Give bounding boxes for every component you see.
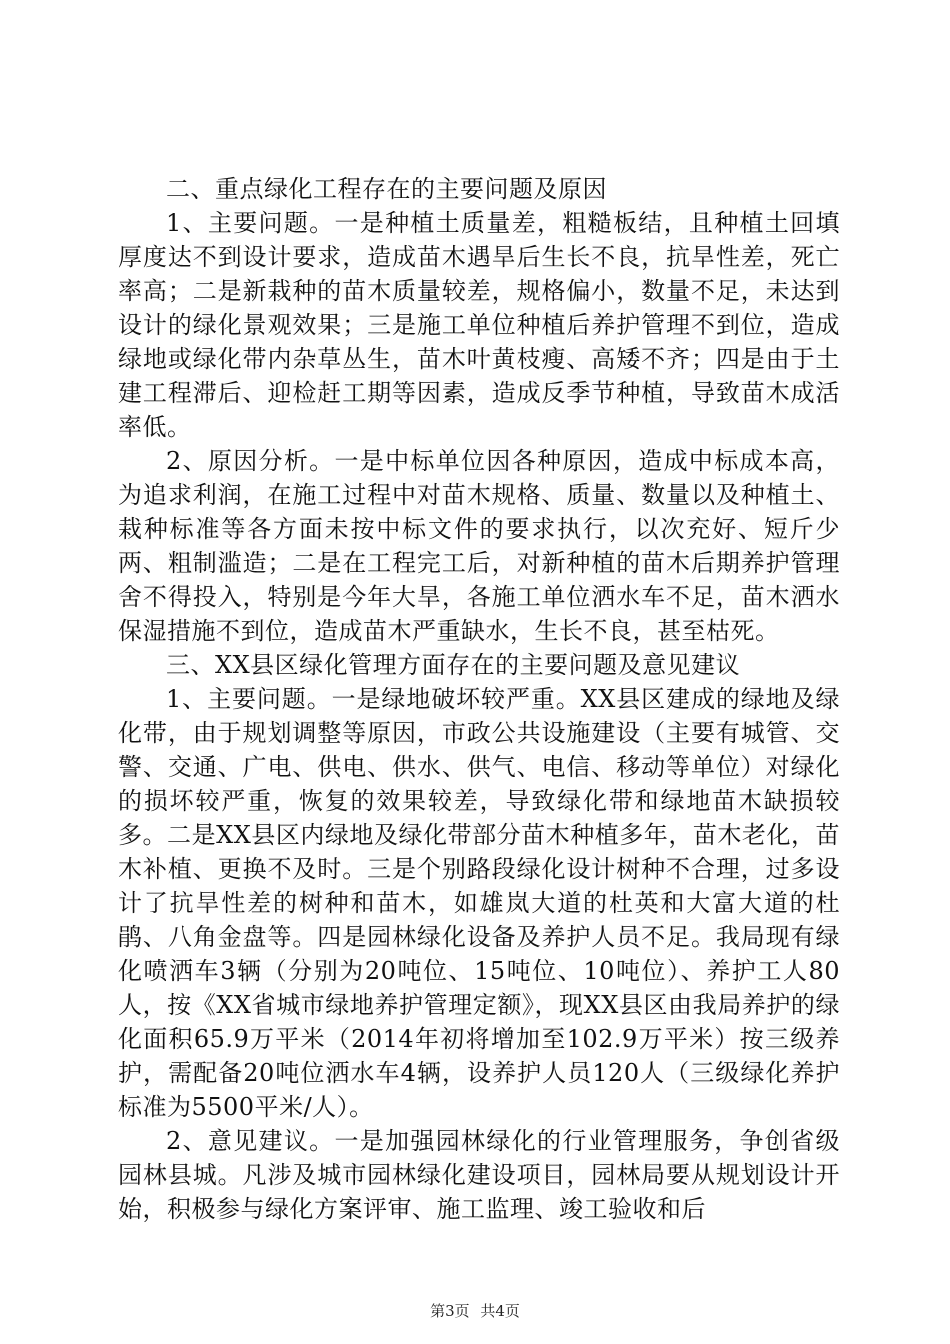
document-body [118,172,840,1226]
page-footer [0,1301,950,1321]
page-total: 共4页 [480,1302,520,1320]
section-heading-3: 三、XX县区绿化管理方面存在的主要问题及意见建议 [166,651,741,679]
section-heading-2: 二、重点绿化工程存在的主要问题及原因 [166,175,607,203]
paragraph-main-problems: 1、主要问题。一是种植土质量差，粗糙板结，且种植土回填厚度达不到设计要求，造成苗木遇旱后生长不良，抗旱性差，死亡率高；二是新栽种的苗木质量较差，规格偏小，数量不足，未达到设计的绿化景观效果；三是施工单位种植后养护管理不到位，造成绿地或绿化带内杂草丛生，苗木叶黄枝瘦、高矮不齐；四是由于土建工程滞后、迎检赶工期等因素，造成反季节种植，导致苗木成活率低。 [118,209,840,441]
page-number: 第3页 [430,1302,470,1320]
paragraph-suggestions: 2、意见建议。一是加强园林绿化的行业管理服务，争创省级园林县城。凡涉及城市园林绿化建设项目，园林局要从规划设计开始，积极参与绿化方案评审、施工监理、竣工验收和后 [118,1127,840,1223]
paragraph-cause-analysis: 2、原因分析。一是中标单位因各种原因，造成中标成本高，为追求利润，在施工过程中对苗木规格、质量、数量以及种植土、栽种标准等各方面未按中标文件的要求执行，以次充好、短斤少两、粗制滥造；二是在工程完工后，对新种植的苗木后期养护管理舍不得投入，特别是今年大旱，各施工单位洒水车不足，苗木洒水保湿措施不到位，造成苗木严重缺水，生长不良，甚至枯死。 [118,447,840,645]
paragraph-county-problems: 1、主要问题。一是绿地破坏较严重。XX县区建成的绿地及绿化带，由于规划调整等原因，市政公共设施建设（主要有城管、交警、交通、广电、供电、供水、供气、电信、移动等单位）对绿化的损坏较严重，恢复的效果较差，导致绿化带和绿地苗木缺损较多。二是XX县区内绿地及绿化带部分苗木种植多年，苗木老化，苗木补植、更换不及时。三是个别路段绿化设计树种不合理，过多设计了抗旱性差的树种和苗木，如雄岚大道的杜英和大富大道的杜鹃、八角金盘等。四是园林绿化设备及养护人员不足。我局现有绿化喷洒车3辆（分别为20吨位、15吨位、10吨位）、养护工人80人，按《XX省城市绿地养护管理定额》，现XX县区由我局养护的绿化面积65.9万平米（2014年初将增加至102.9万平米）按三级养护，需配备20吨位洒水车4辆，设养护人员120人（三级绿化养护标准为5500平米/人）。 [118,685,840,1121]
